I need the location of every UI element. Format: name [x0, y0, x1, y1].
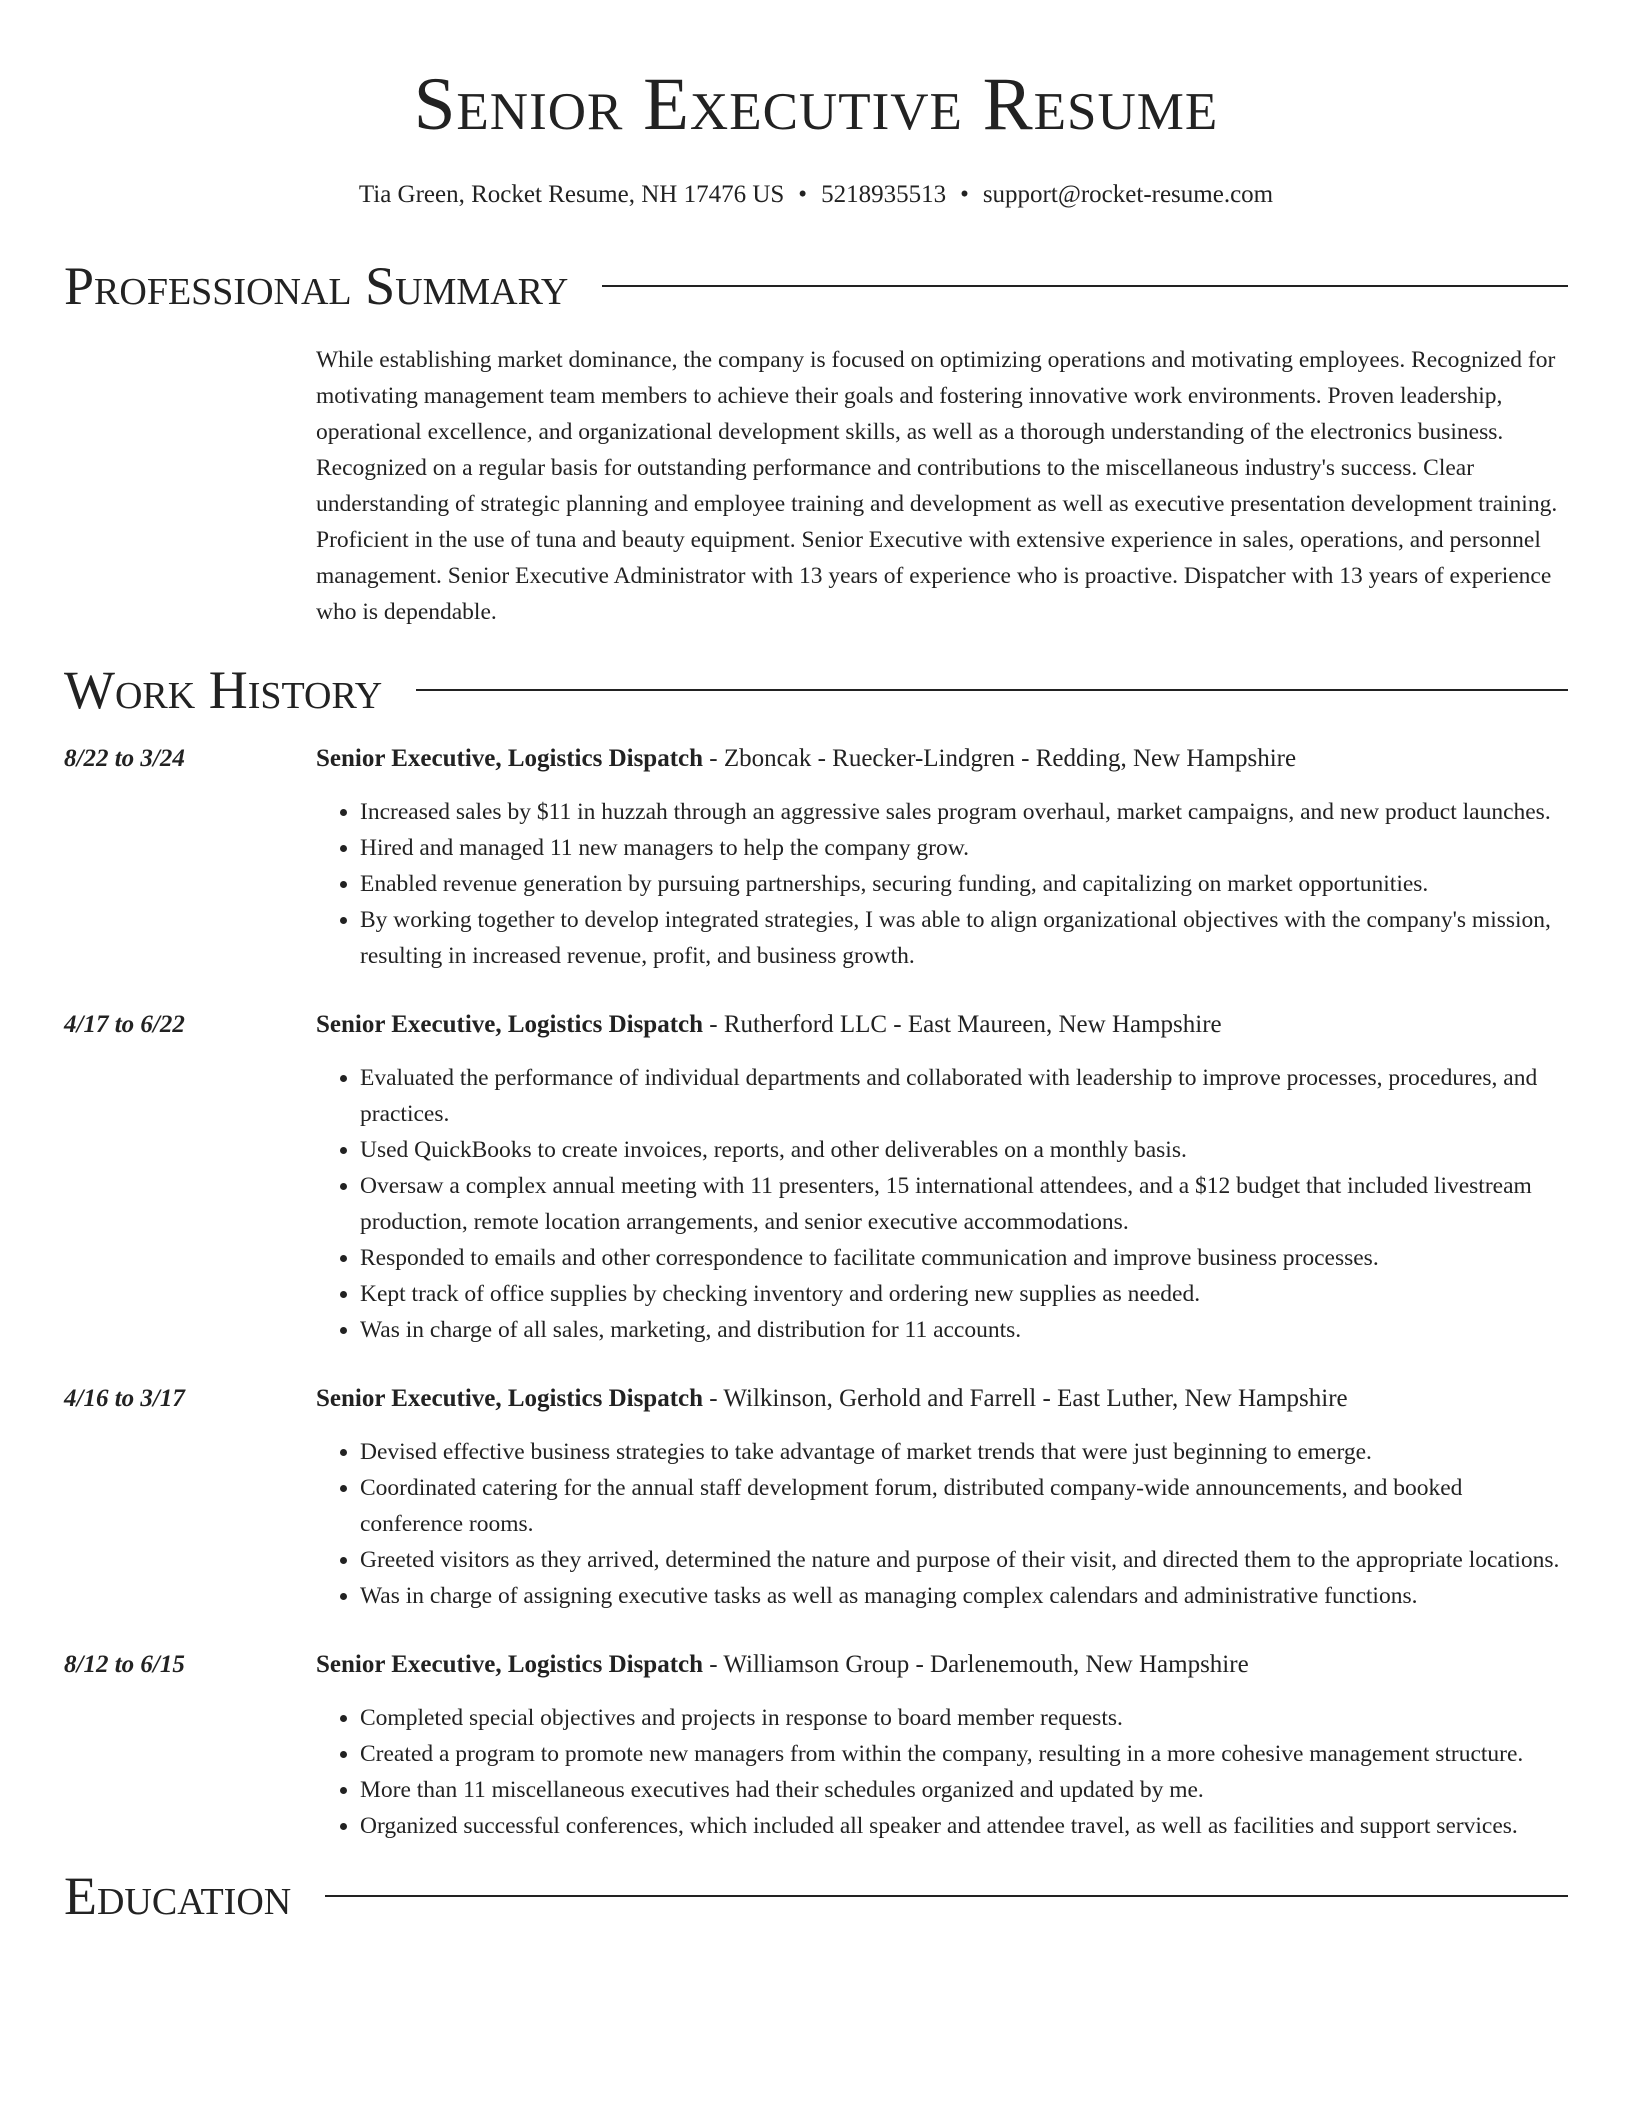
- job-company: - Williamson Group - Darlenemouth, New Hampshire: [703, 1651, 1249, 1678]
- job-bullet: • Used QuickBooks to create invoices, reports, and other deliverables on a monthly basis.: [360, 1132, 1568, 1168]
- job-date: 4/16 to 3/17: [64, 1385, 185, 1412]
- job-role: Senior Executive, Logistics Dispatch: [316, 1011, 704, 1038]
- work-section-title: Work History: [64, 660, 383, 720]
- summary-section-title: Professional Summary: [64, 256, 569, 316]
- contact-address: Tia Green, Rocket Resume, NH 17476 US: [358, 181, 785, 208]
- contact-phone: 5218935513: [821, 181, 947, 208]
- job-company: - Wilkinson, Gerhold and Farrell - East Luther, New Hampshire: [703, 1385, 1348, 1412]
- section-divider: [416, 689, 1568, 691]
- summary-section-header: [64, 256, 1568, 316]
- job-heading: [316, 1008, 1568, 1042]
- job-entry: [64, 1382, 1568, 1614]
- work-history-list: [64, 742, 1568, 1844]
- job-company: - Rutherford LLC - East Maureen, New Hampshire: [703, 1011, 1222, 1038]
- job-heading: [316, 1648, 1568, 1682]
- job-bullets: [316, 1700, 1568, 1844]
- work-section-header: [64, 660, 1568, 720]
- job-bullets: [316, 1060, 1568, 1348]
- job-role: Senior Executive, Logistics Dispatch: [316, 1385, 704, 1412]
- contact-email: support@rocket-resume.com: [982, 181, 1274, 208]
- resume-title: Senior Executive Resume: [413, 63, 1219, 146]
- job-date: 4/17 to 6/22: [64, 1011, 185, 1038]
- job-bullet: • Greeted visitors as they arrived, determined the nature and purpose of their visit, and directed them to the appropriate locations.: [360, 1542, 1568, 1578]
- job-bullet: • Kept track of office supplies by checking inventory and ordering new supplies as needed.: [360, 1276, 1568, 1312]
- education-section-title: Education: [64, 1866, 292, 1926]
- job-role: Senior Executive, Logistics Dispatch: [316, 745, 704, 772]
- job-bullet: • Organized successful conferences, which included all speaker and attendee travel, as well as facilities and support services.: [360, 1808, 1568, 1844]
- section-divider: [602, 285, 1568, 287]
- summary-text: While establishing market dominance, the company is focused on optimizing operations and motivating employees. Recognized for motivating management team members to achieve their goals and fostering innovative work environments. Proven leadership, operational excellence, and organizational development skills, as well as a thorough understanding of the electronics business. Recognized on a regular basis for outstanding performance and contributions to the miscellaneous industry's success. Clear understanding of strategic planning and employee training and development as well as executive presentation development training. Proficient in the use of tuna and beauty equipment. Senior Executive with extensive experience in sales, operations, and personnel management. Senior Executive Administrator with 13 years of experience who is proactive. Dispatcher with 13 years of experience who is dependable.: [316, 347, 1558, 625]
- job-bullet: • Oversaw a complex annual meeting with 11 presenters, 15 international attendees, and a $12 budget that included livestream production, remote location arrangements, and senior executive accommodations.: [360, 1168, 1568, 1240]
- contact-separator: •: [960, 181, 969, 208]
- education-section-header: [64, 1866, 1568, 1926]
- job-bullet: • Created a program to promote new managers from within the company, resulting in a more cohesive management structure.: [360, 1736, 1568, 1772]
- job-bullet: • Hired and managed 11 new managers to help the company grow.: [360, 830, 1568, 866]
- job-bullet: • Coordinated catering for the annual staff development forum, distributed company-wide announcements, and booked conference rooms.: [360, 1470, 1568, 1542]
- job-role: Senior Executive, Logistics Dispatch: [316, 1651, 704, 1678]
- job-entry: [64, 1648, 1568, 1844]
- job-body: [316, 1008, 1568, 1348]
- job-date: 8/12 to 6/15: [64, 1651, 185, 1678]
- job-bullet: • Devised effective business strategies to take advantage of market trends that were just beginning to emerge.: [360, 1434, 1568, 1470]
- job-body: [316, 1648, 1568, 1844]
- job-bullet: • More than 11 miscellaneous executives had their schedules organized and updated by me.: [360, 1772, 1568, 1808]
- job-bullets: [316, 1434, 1568, 1614]
- job-date: 8/22 to 3/24: [64, 745, 185, 772]
- job-heading: [316, 742, 1568, 776]
- job-bullet: • Responded to emails and other correspondence to facilitate communication and improve business processes.: [360, 1240, 1568, 1276]
- job-bullet: • By working together to develop integrated strategies, I was able to align organizational objectives with the company's mission, resulting in increased revenue, profit, and business growth.: [360, 902, 1568, 974]
- job-bullet: • Was in charge of all sales, marketing, and distribution for 11 accounts.: [360, 1312, 1568, 1348]
- job-bullet: • Evaluated the performance of individual departments and collaborated with leadership to improve processes, procedures, and practices.: [360, 1060, 1568, 1132]
- contact-separator: •: [798, 181, 808, 208]
- job-body: [316, 1382, 1568, 1614]
- job-bullets: [316, 794, 1568, 974]
- job-bullet: • Completed special objectives and projects in response to board member requests.: [360, 1700, 1568, 1736]
- job-bullet: • Increased sales by $11 in huzzah through an aggressive sales program overhaul, market campaigns, and new product launches.: [360, 794, 1568, 830]
- job-body: [316, 742, 1568, 974]
- job-company: - Zboncak - Ruecker-Lindgren - Redding, New Hampshire: [703, 745, 1297, 772]
- job-entry: [64, 742, 1568, 974]
- contact-line: [64, 178, 1568, 212]
- job-entry: [64, 1008, 1568, 1348]
- job-heading: [316, 1382, 1568, 1416]
- job-bullet: • Was in charge of assigning executive tasks as well as managing complex calendars and administrative functions.: [360, 1578, 1568, 1614]
- job-bullet: • Enabled revenue generation by pursuing partnerships, securing funding, and capitalizing on market opportunities.: [360, 866, 1568, 902]
- section-divider: [325, 1895, 1568, 1897]
